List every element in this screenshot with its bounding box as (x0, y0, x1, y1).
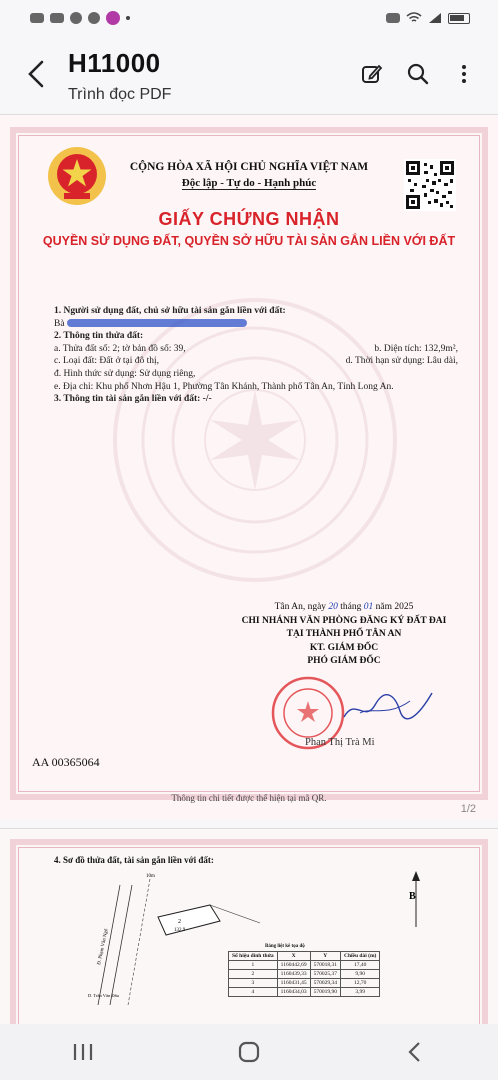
toolbar-actions (358, 60, 478, 88)
coord-header: X (277, 952, 310, 961)
coord-cell: 1160442,69 (277, 961, 310, 970)
use-term: d. Thời hạn sử dụng: Lâu dài, (345, 356, 458, 367)
coord-cell: 4 (229, 988, 278, 997)
coord-cell: 1 (229, 961, 278, 970)
owner-line (54, 318, 458, 331)
coord-cell: 17,40 (340, 961, 379, 970)
plot-width-label: 10m (146, 874, 155, 879)
certificate-title: GIẤY CHỨNG NHẬN (158, 209, 340, 229)
coord-cell: 12,70 (340, 979, 379, 988)
coord-cell: 3,99 (340, 988, 379, 997)
signer-role-kt: KT. GIÁM ĐỐC (309, 642, 379, 653)
coord-cell: 570029,34 (310, 979, 340, 988)
status-bar (0, 0, 498, 36)
pdf-page-1[interactable] (0, 114, 498, 820)
coordinate-table (228, 951, 380, 997)
date-month: 01 (363, 602, 374, 612)
qr-footnote: Thông tin chi tiết được thể hiện tại mã QR. (171, 793, 327, 803)
use-form: đ. Hình thức sử dụng: Sử dụng riêng, (54, 368, 196, 379)
table-row (229, 970, 380, 979)
road-label-1: Đ. Phạm Văn Ngô (97, 928, 110, 966)
motto (0, 177, 498, 189)
notification-dot-icon (126, 16, 130, 20)
back-arrow-icon[interactable] (22, 58, 54, 90)
plot-lot-label: 2 (178, 919, 181, 925)
app-badge-icon (106, 11, 120, 25)
coordinate-table-title: Bảng liệt kê tọa độ (265, 944, 305, 949)
parcel-row-1 (54, 343, 458, 356)
status-left (30, 11, 130, 25)
coord-header: Chiều dài (m) (340, 952, 379, 961)
republic-heading: CỘNG HÒA XÃ HỘI CHỦ NGHĨA VIỆT NAM (129, 161, 369, 173)
road-label-2: D. Trần Văn Đấu (88, 993, 119, 998)
coord-cell: 3 (229, 979, 278, 988)
recents-button[interactable] (53, 1032, 113, 1072)
system-nav-bar (0, 1024, 498, 1080)
pdf-page-2[interactable] (0, 828, 498, 1024)
back-button[interactable] (385, 1032, 445, 1072)
parcel-row-2 (54, 355, 458, 368)
home-button[interactable] (219, 1032, 279, 1072)
parcel-address: e. Địa chỉ: Khu phố Nhơn Hậu 1, Phường Tân Khánh, Thành phố Tân An, Tỉnh Long An. (54, 381, 394, 392)
table-row (229, 961, 380, 970)
handwritten-signature (340, 687, 435, 727)
back-icon (405, 1040, 425, 1064)
more-options-icon[interactable] (450, 60, 478, 88)
coord-cell: 1160439,33 (277, 970, 310, 979)
coord-cell: 9,90 (340, 970, 379, 979)
app-subtitle: Trình đọc PDF (68, 86, 172, 103)
issue-date (230, 601, 458, 615)
coord-cell: 1160434,03 (277, 988, 310, 997)
certificate-subtitle: QUYỀN SỬ DỤNG ĐẤT, QUYỀN SỞ HỮU TÀI SẢN GẮN LIỀN VỚI ĐẤT (42, 234, 456, 248)
redacted-owner-mark (67, 319, 247, 327)
date-month-label: tháng (340, 602, 362, 612)
table-row (229, 988, 380, 997)
issuing-office-city: TẠI THÀNH PHỐ TÂN AN (286, 629, 402, 639)
app-bar (0, 36, 498, 114)
date-prefix: Tân An, ngày (274, 602, 327, 612)
coord-header: Y (310, 952, 340, 961)
home-icon (237, 1040, 261, 1064)
plot-area-label: 132,9 (174, 928, 186, 933)
coord-header-row (229, 952, 380, 961)
recents-icon (71, 1042, 95, 1062)
status-right (386, 12, 470, 24)
serial-number: AA 00365064 (32, 755, 100, 769)
parcel-number: a. Thửa đất số: 2; tờ bản đồ số: 39, (54, 343, 186, 354)
document-title: H11000 (68, 48, 161, 78)
battery-icon (448, 13, 470, 24)
signer-role: PHÓ GIÁM ĐỐC (307, 656, 381, 666)
signer-name: Phan Thị Trà Mi (305, 737, 375, 748)
cloud-icon (70, 12, 82, 24)
plot-diagram-title: 4. Sơ đồ thửa đất, tài sản gắn liền với đất: (54, 855, 214, 865)
coord-cell: 2 (229, 970, 278, 979)
owner-prefix: Bà (54, 318, 65, 329)
coord-cell: 570018,31 (310, 961, 340, 970)
signal-bars-icon (428, 12, 442, 24)
issuing-office: CHI NHÁNH VĂN PHÒNG ĐĂNG KÝ ĐẤT ĐAI (241, 615, 447, 626)
mute-icon (386, 13, 400, 23)
north-label: B (409, 891, 416, 902)
search-icon[interactable] (404, 60, 432, 88)
section-parcel: 2. Thông tin thửa đất: (54, 331, 144, 342)
signal-icon (30, 13, 44, 23)
land-type: c. Loại đất: Đất ở tại đô thị, (54, 356, 160, 367)
coord-cell: 570019,90 (310, 988, 340, 997)
section-assets: 3. Thông tin tài sản gắn liền với đất: -/- (54, 394, 212, 405)
north-arrow-icon (406, 869, 426, 929)
date-year: năm 2025 (375, 602, 414, 612)
date-day: 20 (328, 602, 338, 612)
motto-text: Độc lập - Tự do - Hạnh phúc (181, 177, 317, 189)
certificate-body (54, 305, 458, 406)
table-row (229, 979, 380, 988)
coord-cell: 1160431,45 (277, 979, 310, 988)
coord-cell: 570025,37 (310, 970, 340, 979)
page-indicator: 1/2 (460, 803, 476, 815)
parcel-area: b. Diện tích: 132,9m², (374, 343, 458, 354)
section-owner: 1. Người sử dụng đất, chủ sở hữu tài sản gắn liền với đất: (54, 306, 286, 316)
coord-header: Số hiệu đỉnh thửa (229, 952, 278, 961)
cloud-icon (88, 12, 100, 24)
image-icon (50, 13, 64, 23)
signature-block (230, 601, 458, 669)
national-emblem-icon (46, 145, 108, 207)
edit-icon[interactable] (358, 60, 386, 88)
wifi-icon (406, 12, 422, 24)
